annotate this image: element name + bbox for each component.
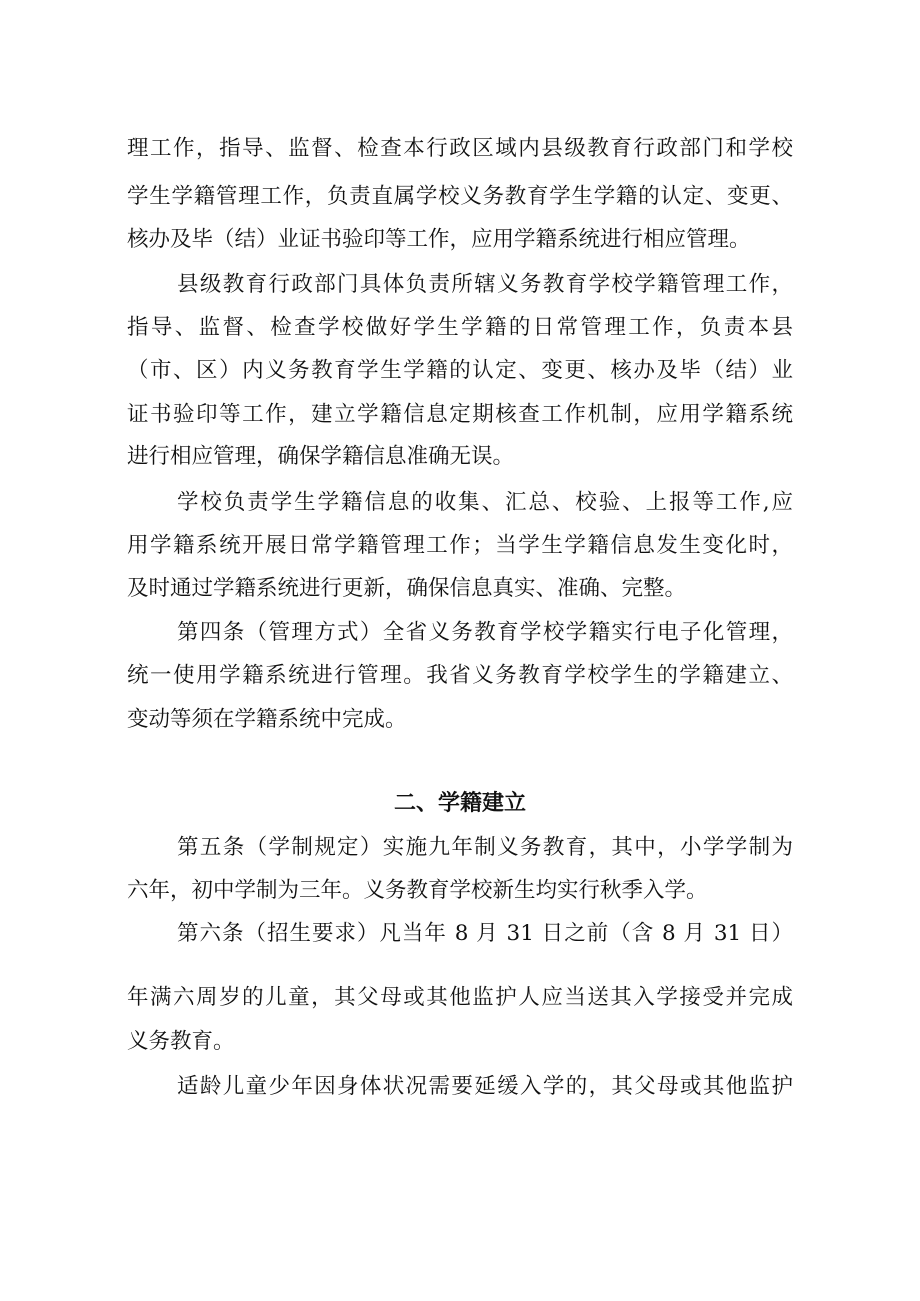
paragraph-3-line-3: 及时通过学籍系统进行更新，确保信息真实、准确、完整。 [127, 576, 687, 601]
paragraph-2-line-4: 证书验印等工作，建立学籍信息定期核查工作机制，应用学籍系统 [127, 402, 793, 427]
deferral-paragraph-line-1: 适龄儿童少年因身体状况需要延缓入学的，其父母或其他监护 [177, 1074, 793, 1099]
paragraph-3-line-2: 用学籍系统开展日常学籍管理工作；当学生学籍信息发生变化时， [127, 533, 793, 558]
paragraph-1-line-1: 理工作，指导、监督、检查本行政区域内县级教育行政部门和学校 [127, 136, 793, 161]
paragraph-2-line-5: 进行相应管理，确保学籍信息准确无误。 [127, 444, 515, 469]
paragraph-1-line-2: 学生学籍管理工作，负责直属学校义务教育学生学籍的认定、变更、 [127, 184, 793, 209]
paragraph-4-line-3: 变动等须在学籍系统中完成。 [127, 707, 407, 732]
article-6-line-1: 第六条（招生要求）凡当年 8 月 31 日之前（含 8 月 31 日） [177, 921, 793, 946]
article-6-line-3: 义务教育。 [127, 1029, 235, 1054]
article-5-line-1: 第五条（学制规定）实施九年制义务教育，其中，小学学制为 [177, 835, 793, 860]
paragraph-2-line-1: 县级教育行政部门具体负责所辖义务教育学校学籍管理工作， [177, 272, 793, 297]
section-heading: 二、学籍建立 [393, 791, 526, 816]
paragraph-3-line-1: 学校负责学生学籍信息的收集、汇总、校验、上报等工作,应 [177, 490, 793, 515]
paragraph-4-line-1: 第四条（管理方式）全省义务教育学校学籍实行电子化管理， [177, 620, 793, 645]
article-5-line-2: 六年，初中学制为三年。义务教育学校新生均实行秋季入学。 [127, 878, 708, 903]
paragraph-2-line-2: 指导、监督、检查学校做好学生学籍的日常管理工作，负责本县 [127, 315, 793, 340]
paragraph-1-line-3: 核办及毕（结）业证书验印等工作，应用学籍系统进行相应管理。 [127, 227, 751, 252]
article-6-line-2: 年满六周岁的儿童，其父母或其他监护人应当送其入学接受并完成 [127, 985, 793, 1010]
paragraph-2-line-3: （市、区）内义务教育学生学籍的认定、变更、核办及毕（结）业 [127, 358, 793, 383]
paragraph-4-line-2: 统一使用学籍系统进行管理。我省义务教育学校学生的学籍建立、 [127, 663, 793, 688]
